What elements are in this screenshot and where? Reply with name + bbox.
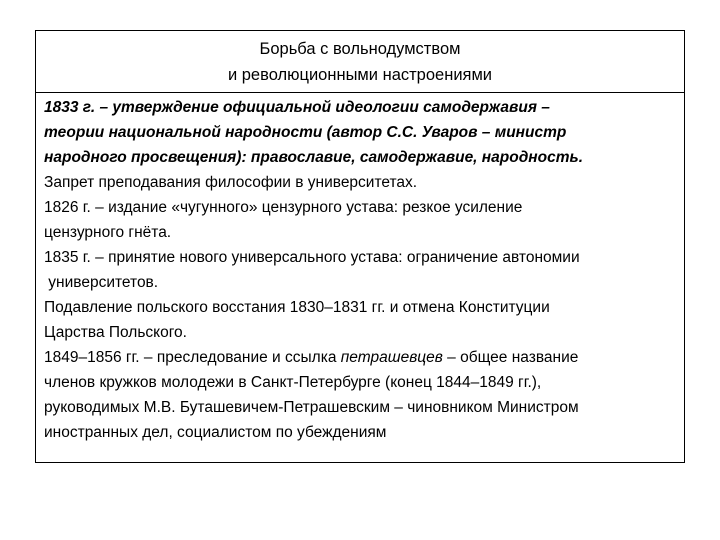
content-line-5: 1826 г. – издание «чугунного» цензурного устава: резкое усиление	[44, 199, 523, 216]
content-line-12: членов кружков молодежи в Санкт-Петербурге (конец 1844–1849 гг.),	[44, 374, 542, 391]
content-line-10: Царства Польского.	[44, 324, 187, 341]
content-line-9: Подавление польского восстания 1830–1831 гг. и отмена Конституции	[44, 299, 550, 316]
table-header	[36, 31, 684, 93]
content-line-11-start: 1849–1856 гг. – преследование и ссылка	[44, 349, 341, 366]
content-line-6: цензурного гнёта.	[44, 224, 172, 241]
content-line-2: теории национальной народности (автор С.С. Уваров – министр	[44, 124, 567, 141]
content-line-11-end: – общее название	[442, 349, 579, 366]
content-line-13: руководимых М.В. Буташевичем-Петрашевским – чиновником Министром	[44, 399, 579, 416]
content-line-8: университетов.	[44, 274, 159, 291]
content-line-11	[44, 345, 678, 370]
content-line-7: 1835 г. – принятие нового универсального устава: ограничение автономии	[44, 249, 580, 266]
content-line-3: народного просвещения): православие, самодержавие, народность.	[44, 149, 584, 166]
header-title-line-1: Борьба с вольнодумством	[259, 40, 461, 58]
content-line-1: 1833 г. – утверждение официальной идеологии самодержавия –	[44, 99, 550, 116]
info-table	[35, 30, 685, 463]
content-line-14: иностранных дел, социалистом по убеждениям	[44, 424, 387, 441]
table-content	[36, 93, 684, 462]
content-line-4: Запрет преподавания философии в университетах.	[44, 174, 418, 191]
petrashevtsy-term: петрашевцев	[340, 349, 443, 366]
header-title-line-2: и революционными настроениями	[227, 66, 493, 84]
